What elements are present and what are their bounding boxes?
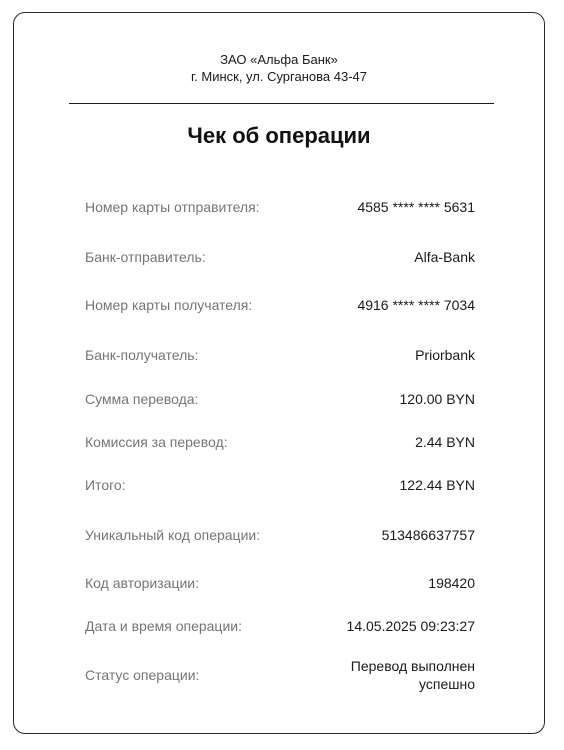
header-divider: [69, 103, 494, 104]
row-value: 122.44 BYN: [399, 477, 475, 493]
row-value: Alfa-Bank: [414, 249, 475, 265]
row-label: Банк-получатель:: [85, 347, 199, 363]
row-label: Код авторизации:: [85, 575, 200, 591]
row-value: 120.00 BYN: [399, 391, 475, 407]
row-value: Перевод выполнен успешно: [350, 658, 475, 692]
row-label: Номер карты получателя:: [85, 297, 253, 313]
row-label: Дата и время операции:: [85, 618, 242, 634]
row-label: Итого:: [85, 477, 126, 493]
row-total: [85, 475, 475, 495]
row-sender-card: [85, 185, 475, 229]
row-recipient-card: [85, 283, 475, 327]
bank-header: [14, 51, 544, 85]
receipt-title: Чек об операции: [187, 123, 371, 148]
row-sender-bank: [85, 247, 475, 267]
row-unique-code: [85, 513, 475, 557]
row-label: Уникальный код операции:: [85, 527, 261, 543]
bank-name: ЗАО «Альфа Банк»: [220, 52, 338, 67]
row-datetime: [85, 616, 475, 636]
row-value: 4916 **** **** 7034: [357, 297, 475, 313]
row-label: Статус операции:: [85, 667, 200, 683]
bank-address: г. Минск, ул. Сурганова 43-47: [190, 69, 367, 84]
row-value: 513486637757: [381, 527, 475, 543]
row-label: Банк-отправитель:: [85, 249, 206, 265]
row-label: Сумма перевода:: [85, 391, 199, 407]
row-transfer-amount: [85, 389, 475, 409]
receipt-card: [13, 12, 545, 734]
row-recipient-bank: [85, 345, 475, 365]
row-label: Номер карты отправителя:: [85, 199, 260, 215]
row-value: 4585 **** **** 5631: [357, 199, 475, 215]
row-value: Priorbank: [415, 347, 475, 363]
row-auth-code: [85, 573, 475, 593]
row-value: 14.05.2025 09:23:27: [346, 618, 475, 634]
row-value: 198420: [428, 575, 475, 591]
row-label: Комиссия за перевод:: [85, 434, 228, 450]
row-value: 2.44 BYN: [415, 434, 475, 450]
row-fee: [85, 432, 475, 452]
row-status: [85, 653, 475, 697]
